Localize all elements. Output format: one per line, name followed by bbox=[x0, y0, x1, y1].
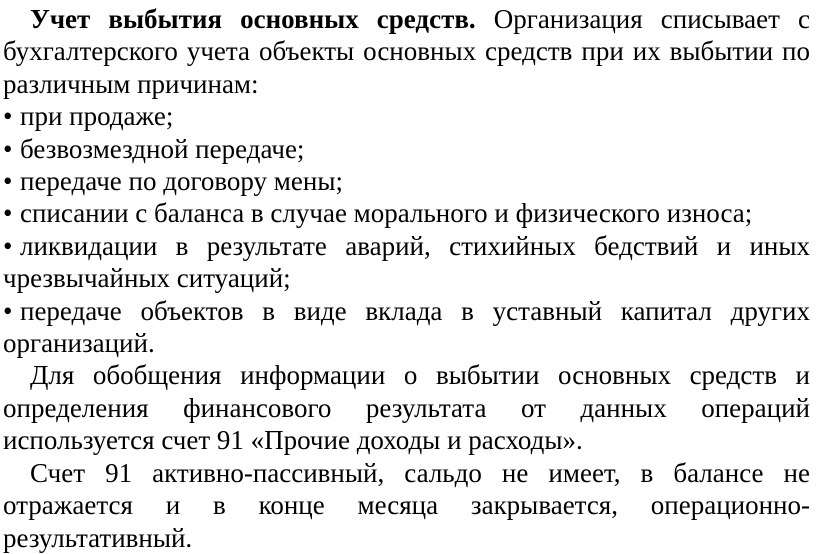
section-heading: Учет выбытия основных средств. bbox=[30, 4, 476, 34]
bullet-item-sale bbox=[3, 100, 810, 132]
bullet-item-exchange bbox=[3, 165, 810, 197]
bullet-mark: • bbox=[3, 295, 13, 326]
bullet-text: передаче по договору мены; bbox=[20, 166, 343, 197]
bullet-mark: • bbox=[3, 101, 13, 132]
bullet-text: списании с баланса в случае морального и физического износа; bbox=[20, 198, 753, 229]
bullet-mark: • bbox=[3, 230, 13, 261]
bullet-text: ликвидации в результате аварий, стихийных бедствий и иных чрезвычайных ситуаций; bbox=[3, 230, 810, 294]
bullet-mark: • bbox=[3, 166, 13, 197]
account-91-description-paragraph: Счет 91 активно-пассивный, сальдо не имеет, в балансе не отражается и в конце месяца закрывается, операционно-результативный. bbox=[3, 457, 810, 553]
bullet-mark: • bbox=[3, 198, 13, 229]
bullet-text: при продаже; bbox=[20, 101, 174, 132]
bullet-item-free-transfer bbox=[3, 133, 810, 165]
intro-paragraph bbox=[3, 3, 810, 100]
account-91-paragraph: Для обобщения информации о выбытии основных средств и определения финансового результата от данных операций используется счет 91 «Прочие доходы и расходы». bbox=[3, 360, 810, 456]
bullet-item-contribution bbox=[3, 295, 810, 360]
bullet-item-write-off bbox=[3, 197, 810, 229]
bullet-text: передаче объектов в виде вклада в уставный капитал других организаций. bbox=[3, 295, 810, 359]
bullet-text: безвозмездной передаче; bbox=[20, 133, 305, 164]
bullet-mark: • bbox=[3, 133, 13, 164]
bullet-item-liquidation bbox=[3, 230, 810, 295]
intro-text: Организация списывает с бухгалтерского учета объекты основных средств при их выбытии по различным причинам: bbox=[3, 4, 810, 99]
